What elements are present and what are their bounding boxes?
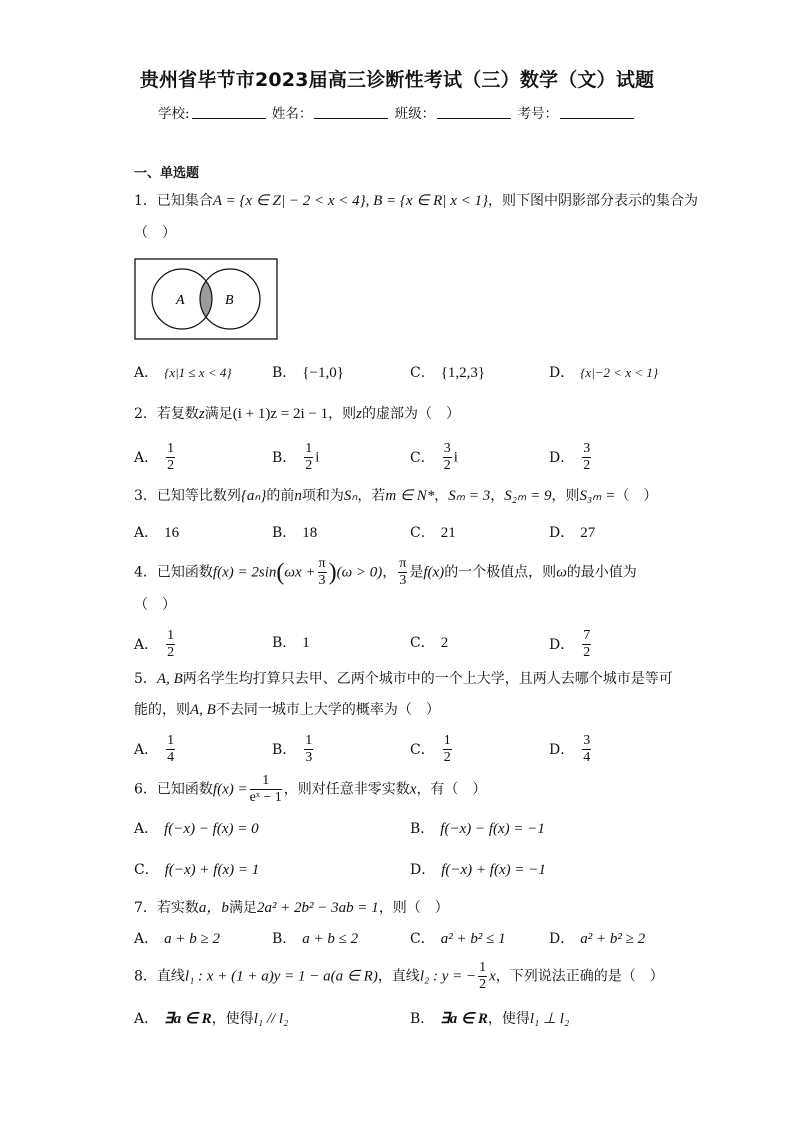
q3-option-a[interactable]: A． 16 xyxy=(134,525,180,541)
q4-option-c[interactable]: C． 2 xyxy=(410,635,449,651)
school-label: 学校: xyxy=(158,106,190,122)
fraction: $\frac{1}{2}$ xyxy=(479,960,487,992)
q5-option-d[interactable]: D． $\frac{3}{4}$ xyxy=(549,733,591,765)
q6-option-c[interactable]: C． f(−x) + f(x) = 1 xyxy=(134,862,260,878)
fraction: $\frac{3}{4}$ xyxy=(583,733,591,765)
question-2-stem: 2．若复数z满足(i + 1)z = 2i − 1，则z的虚部为（ ） xyxy=(134,406,460,422)
q5-option-c[interactable]: C． $\frac{1}{2}$ xyxy=(410,733,451,765)
question-6-stem: 6．已知函数f(x) = $\frac{1}{\text{eˣ − 1}}$ ，则对任意非零实数x，有（ ） xyxy=(134,773,487,805)
name-blank[interactable] xyxy=(314,105,388,119)
question-7-stem: 7．若实数a，b满足2a² + 2b² − 3ab = 1，则（ ） xyxy=(134,900,449,916)
question-1-lead: 1．已知集合 xyxy=(134,193,213,209)
fraction: $\frac{3}{2}$ xyxy=(583,441,591,473)
q1-option-b[interactable]: B． {−1,0} xyxy=(272,365,344,381)
q1-option-c[interactable]: C． {1,2,3} xyxy=(410,365,486,381)
fraction: $\frac{\pi}{3}$ xyxy=(399,556,407,588)
question-1-paren: （ ） xyxy=(134,225,176,241)
page-title: 贵州省毕节市2023届高三诊断性考试（三）数学（文）试题 xyxy=(139,69,655,91)
q3-option-d[interactable]: D． 27 xyxy=(549,525,596,541)
fraction: $\frac{1}{2}$ xyxy=(167,628,175,660)
fraction: $\frac{1}{\text{eˣ − 1}}$ xyxy=(249,773,282,805)
q1-option-a[interactable]: A． {x|1 ≤ x < 4} xyxy=(134,365,232,381)
fraction: $\frac{1}{2}$ xyxy=(167,441,175,473)
section-heading: 一、单选题 xyxy=(134,166,200,181)
question-5-line-1: 5．A, B两名学生均打算只去甲、乙两个城市中的一个上大学，且两人去哪个城市是等可 xyxy=(134,671,673,687)
venn-label-a: A xyxy=(176,293,185,308)
id-label: 考号： xyxy=(517,106,558,122)
q4-option-b[interactable]: B． 1 xyxy=(272,635,310,651)
q2-option-d[interactable]: D． $\frac{3}{2}$ xyxy=(549,441,591,473)
q7-option-b[interactable]: B． a + b ≤ 2 xyxy=(272,931,359,947)
question-5-line-2: 能的，则A, B不去同一城市上大学的概率为（ ） xyxy=(134,702,440,718)
question-1-tail: ，则下图中阴影部分表示的集合为 xyxy=(487,193,698,209)
venn-label-b: B xyxy=(225,293,234,308)
q4-option-a[interactable]: A． $\frac{1}{2}$ xyxy=(134,628,175,660)
q8-option-b[interactable]: B． ∃a ∈ R，使得l₁ ⊥ l₂ xyxy=(410,1011,570,1027)
q5-option-b[interactable]: B． $\frac{1}{3}$ xyxy=(272,733,313,765)
fraction: $\frac{7}{2}$ xyxy=(583,628,591,660)
q4-option-d[interactable]: D． $\frac{7}{2}$ xyxy=(549,628,591,660)
q3-option-b[interactable]: B． 18 xyxy=(272,525,318,541)
q7-option-c[interactable]: C． a² + b² ≤ 1 xyxy=(410,931,506,947)
question-8-stem: 8．直线l₁ : x + (1 + a)y = 1 − a(a ∈ R)，直线l₂ : y = − $\frac{1}{2}$ x，下列说法正确的是（ ） xyxy=(134,960,664,992)
question-1-stem xyxy=(134,194,698,209)
fraction: $\frac{1}{3}$ xyxy=(305,733,313,765)
class-blank[interactable] xyxy=(437,105,511,119)
q2-option-c[interactable]: C． $\frac{3}{2}$ i xyxy=(410,441,458,473)
q8-option-a[interactable]: A． ∃a ∈ R，使得l₁ // l₂ xyxy=(134,1011,289,1027)
q6-option-a[interactable]: A． f(−x) − f(x) = 0 xyxy=(134,821,259,837)
id-blank[interactable] xyxy=(560,105,634,119)
venn-diagram xyxy=(134,258,280,341)
fraction: $\frac{3}{2}$ xyxy=(443,441,451,473)
fraction: $\frac{\pi}{3}$ xyxy=(318,556,326,588)
q6-option-d[interactable]: D． f(−x) + f(x) = −1 xyxy=(410,862,546,878)
fraction: $\frac{1}{4}$ xyxy=(167,733,175,765)
school-blank[interactable] xyxy=(192,105,266,119)
question-4-paren: （ ） xyxy=(134,597,176,613)
q6-option-b[interactable]: B． f(−x) − f(x) = −1 xyxy=(410,821,545,837)
q7-option-a[interactable]: A． a + b ≥ 2 xyxy=(134,931,220,947)
fraction: $\frac{1}{2}$ xyxy=(443,733,451,765)
fraction: $\frac{1}{2}$ xyxy=(305,441,313,473)
q1-option-d[interactable]: D． {x|−2 < x < 1} xyxy=(549,365,659,381)
question-3-stem: 3．已知等比数列{aₙ}的前n项和为Sₙ，若m ∈ N*，Sₘ = 3，S₂ₘ = 9，则S₃ₘ =（ ） xyxy=(134,488,658,504)
q2-option-a[interactable]: A． $\frac{1}{2}$ xyxy=(134,441,175,473)
q7-option-d[interactable]: D． a² + b² ≥ 2 xyxy=(549,931,646,947)
q3-option-c[interactable]: C． 21 xyxy=(410,525,456,541)
student-info-line xyxy=(0,105,794,122)
question-4-stem: 4．已知函数f(x) = 2sin(ωx + $\frac{\pi}{3}$ )(ω > 0)， $\frac{\pi}{3}$ 是f(x)的一个极值点，则ω的最小值为 xyxy=(134,556,637,588)
class-label: 班级： xyxy=(394,106,436,122)
q2-option-b[interactable]: B． $\frac{1}{2}$ i xyxy=(272,441,320,473)
q5-option-a[interactable]: A． $\frac{1}{4}$ xyxy=(134,733,175,765)
name-label: 姓名： xyxy=(271,106,313,122)
question-1-sets: A = {x ∈ Z| − 2 < x < 4}, B = {x ∈ R| x < 1} xyxy=(212,193,488,209)
